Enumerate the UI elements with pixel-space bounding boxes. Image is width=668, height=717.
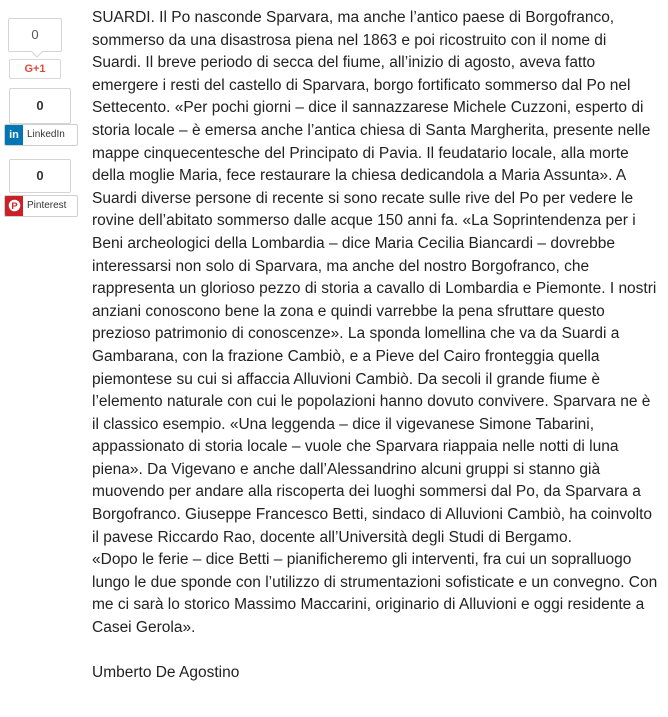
- linkedin-label: LinkedIn: [27, 129, 65, 140]
- linkedin-button[interactable]: [4, 124, 78, 146]
- pinterest-button[interactable]: [4, 195, 78, 217]
- linkedin-count: 0: [9, 88, 71, 124]
- pinterest-count: 0: [9, 159, 71, 193]
- article-body: [92, 7, 658, 684]
- gplus-label: G+1: [24, 63, 46, 75]
- gplus-count: 0: [8, 18, 62, 52]
- svg-text:P: P: [10, 200, 18, 211]
- linkedin-icon: in: [5, 125, 23, 145]
- gplus-button[interactable]: [9, 59, 61, 79]
- author-signature: Umberto De Agostino: [92, 663, 240, 681]
- pinterest-label: Pinterest: [27, 200, 67, 211]
- pinterest-icon: [5, 196, 23, 216]
- article-paragraph: SUARDI. Il Po nasconde Sparvara, ma anche l’antico paese di Borgofranco, sommerso da una disastrosa piena nel 1863 e poi ricostruito con il nome di Suardi. Il breve periodo di secca del fiume, all’inizio di agosto, aveva fatto emergere i resti del castello di Sparvara, borgo fortificato sommerso dal Po nel Settecento. «Per pochi giorni – dice il sannazzarese Michele Cuzzoni, esperto di storia locale – è emersa anche l’antica chiesa di Santa Margherita, presente nelle mappe cinquecentesche del Principato di Pavia. Il feudatario locale, alla morte della moglie Maria, fece restaurare la chiesa dedicandola a Maria Assunta». A Suardi diverse persone di recente si sono recate sulle rive del Po per vedere le rovine dell’abitato sommerso dalle acque 150 anni fa. «La Soprintendenza per i Beni archeologici della Lombardia – dice Maria Cecilia Biancardi – dovrebbe interessarsi non solo di Sparvara, ma anche del nostro Borgofranco, che rappresenta un glorioso pezzo di storia a cavallo di Lombardia e Piemonte. I nostri anziani conoscono bene la zona e quindi varrebbe la pena sfruttare questo prezioso patrimonio di conoscenze». La sponda lomellina che va da Suardi a Gambarana, con la frazione Cambiò, e a Pieve del Cairo fronteggia quella piemontese su cui si affaccia Alluvioni Cambiò. Da secoli il grande fiume è l’elemento naturale con cui le popolazioni hanno dovuto convivere. Sparvara ne è il classico esempio. «Una leggenda – dice il vigevanese Simone Tabarini, appassionato di storia locale – vuole che Sparvara riappaia nelle notti di luna piena». Da Vigevano e anche dall’Alessandrino alcuni gruppi si stanno già muovendo per andare alla riscoperta dei luoghi sommersi dal Po, da Sparvara a Borgofranco. Giuseppe Francesco Betti, sindaco di Alluvioni Cambiò, ha coinvolto il pavese Riccardo Rao, docente all’Università degli Studi di Bergamo.: [92, 9, 657, 546]
- article-paragraph-quote: «Dopo le ferie – dice Betti – pianificheremo gli interventi, fra cui un sopralluogo lungo le due sponde con l’utilizzo di strumentazioni sofisticate e un convegno. Con me ci sarà lo storico Massimo Maccarini, originario di Alluvioni e oggi residente a Casei Gerola».: [92, 551, 658, 637]
